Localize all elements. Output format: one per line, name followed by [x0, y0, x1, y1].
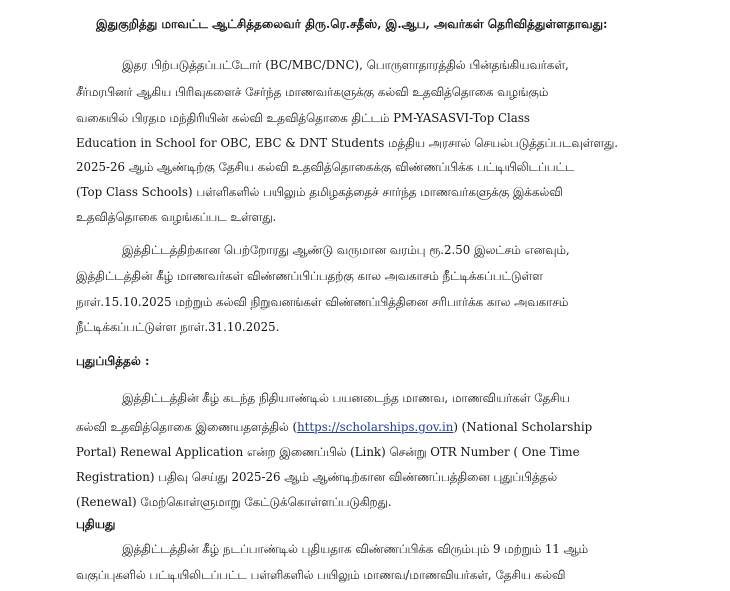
paragraph-2-line-4: நீட்டிக்கப்பட்டுள்ள நாள்.31.10.2025.	[76, 320, 280, 334]
intro-heading: இதுகுறித்து மாவட்ட ஆட்சித்தலைவர் திரு.ரெ.சதீஸ், இ.ஆப, அவர்கள் தெரிவித்துள்ளதாவது:	[96, 17, 608, 31]
paragraph-1-line-6: (Top Class Schools) பள்ளிகளில் பயிலும் தமிழகத்தைச் சார்ந்த மாணவர்களுக்கு இக்கல்வி	[76, 185, 563, 199]
renewal-heading: புதுப்பித்தல் :	[76, 354, 150, 368]
paragraph-4-line-1: இத்திட்டத்தின் கீழ் நடப்பாண்டில் புதியதாக விண்ணப்பிக்க விரும்பும் 9 மற்றும் 11 ஆம்	[122, 542, 588, 556]
paragraph-1-line-3: வகையில் பிரதம மந்திரியின் கல்வி உதவித்தொகை திட்டம் PM-YASASVI-Top Class	[76, 111, 530, 125]
paragraph-3-line-3: Portal) Renewal Application என்ற இணைப்பில் (Link) சென்று OTR Number ( One Time	[76, 445, 580, 459]
paragraph-1-line-1: இதர பிற்படுத்தப்பட்டோர் (BC/MBC/DNC), பொருளாதாரத்தில் பின்தங்கியவர்கள்,	[122, 58, 569, 72]
paragraph-3-line-5: (Renewal) மேற்கொள்ளுமாறு கேட்டுக்கொள்ளப்படுகிறது.	[76, 495, 392, 509]
paragraph-1-line-2: சீர்மரபினர் ஆகிய பிரிவுகளைச் சேர்ந்த மாணவர்களுக்கு கல்வி உதவித்தொகை வழங்கும்	[76, 85, 549, 99]
paragraph-3-line-1: இத்திட்டத்தின் கீழ் கடந்த நிதியாண்டில் பயனடைந்த மாணவ, மாணவியர்கள் தேசிய	[122, 391, 570, 405]
paragraph-3-line-2-prefix: கல்வி உதவித்தொகை இணையதளத்தில் (	[76, 420, 298, 434]
paragraph-2-line-2: இத்திட்டத்தின் கீழ் மாணவர்கள் விண்ணப்பிப்பதற்கு கால அவகாசம் நீட்டிக்கப்பட்டுள்ள	[76, 269, 543, 283]
paragraph-3-line-4: Registration) பதிவு செய்து 2025-26 ஆம் ஆண்டிற்கான விண்ணப்பத்தினை புதுப்பித்தல்	[76, 470, 558, 484]
new-heading: புதியது	[76, 517, 116, 531]
paragraph-1-line-5: 2025-26 ஆம் ஆண்டிற்கு தேசிய கல்வி உதவித்தொகைக்கு விண்ணப்பிக்க பட்டியிலிடப்பட்ட	[76, 160, 575, 174]
paragraph-4-line-2: வகுப்புகளில் பட்டியிலிடப்பட்ட பள்ளிகளில் பயிலும் மாணவ/மாணவியர்கள், தேசிய கல்வி	[76, 568, 566, 582]
paragraph-2-line-3: நாள்.15.10.2025 மற்றும் கல்வி நிறுவனங்கள் விண்ணப்பித்தினை சரிபார்க்க கால அவகாசம்	[76, 295, 569, 309]
paragraph-3-line-2	[76, 419, 592, 435]
paragraph-1-line-4: Education in School for OBC, EBC & DNT Students மத்திய அரசால் செயல்படுத்தப்படவுள்ளது.	[76, 136, 618, 150]
paragraph-1-line-7: உதவித்தொகை வழங்கப்பட உள்ளது.	[76, 210, 277, 224]
paragraph-2-line-1: இத்திட்டத்திற்கான பெற்றோரது ஆண்டு வருமான வரம்பு ரூ.2.50 இலட்சம் எனவும்,	[122, 243, 570, 257]
scholarship-portal-link[interactable]: https://scholarships.gov.in	[297, 420, 454, 434]
paragraph-3-line-2-suffix: ) (National Scholarship	[453, 420, 593, 434]
